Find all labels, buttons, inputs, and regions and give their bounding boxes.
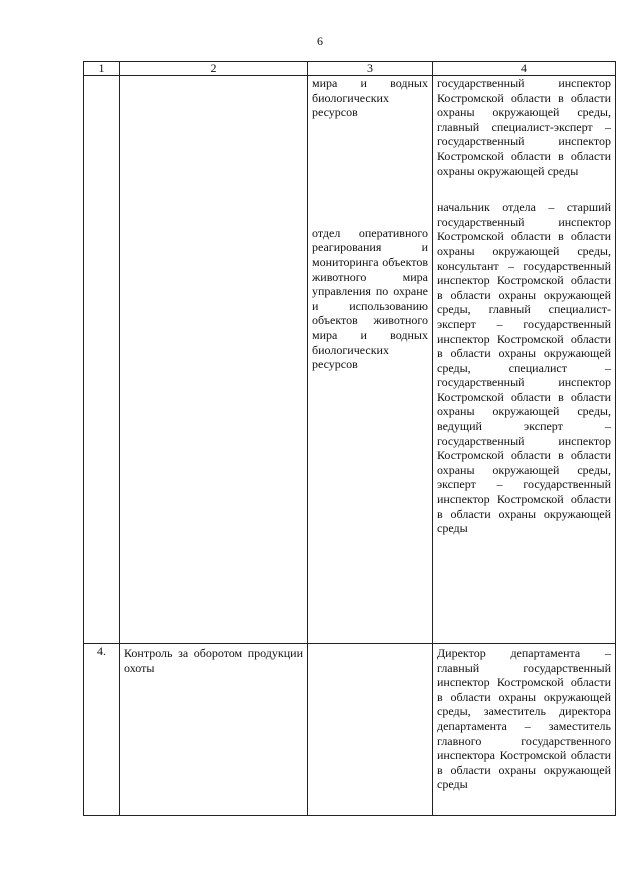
page-number: 6 bbox=[317, 34, 323, 48]
cell-officials bbox=[433, 76, 616, 644]
cell-department-empty bbox=[308, 644, 433, 816]
officials-block-2: начальник отдела – старший государственный инспектор Костромской области в области охраны окружающей среды, консультант – государственный инспектор Костромской области в области охраны окружающей среды, главный специалист-эксперт – государственный инспектор Костромской области в области охраны окружающей среды, специалист – государственный инспектор Костромской области в области охраны окружающей среды, ведущий эксперт – государственный инспектор Костромской области в области охраны окружающей среды, эксперт – государственный инспектор Костромской области в области охраны окружающей среды bbox=[437, 200, 611, 536]
cell-number-empty bbox=[84, 76, 120, 644]
table-row-continuation bbox=[84, 76, 616, 644]
cell-function-empty bbox=[120, 76, 308, 644]
header-col-3: 3 bbox=[308, 62, 433, 76]
department-block-1: мира и водных биологических ресурсов bbox=[312, 76, 428, 120]
officials-block-1: государственный инспектор Костромской области в области охраны окружающей среды, главный специалист-эксперт – государственный инспектор Костромской области в области охраны окружающей среды bbox=[437, 76, 611, 178]
spacer bbox=[312, 120, 428, 226]
department-block-2: отдел оперативного реагирования и мониторинга объектов животного мира управления по охране и использованию объектов животного мира и водных биологических ресурсов bbox=[312, 225, 428, 372]
cell-department bbox=[308, 76, 433, 644]
cell-function bbox=[120, 644, 308, 816]
row-number: 4. bbox=[84, 644, 120, 816]
cell-officials bbox=[433, 644, 616, 816]
header-col-4: 4 bbox=[433, 62, 616, 76]
officials-text: Директор департамента – главный государственный инспектор Костромской области в области охраны окружающей среды, заместитель директора департамента – заместитель главного государственного инспектора Костромской области в области охраны окружающей среды bbox=[437, 646, 611, 792]
table-row-4 bbox=[84, 644, 616, 816]
function-text: Контроль за оборотом продукции охоты bbox=[124, 646, 303, 675]
header-col-1: 1 bbox=[84, 62, 120, 76]
header-row bbox=[84, 62, 616, 76]
header-col-2: 2 bbox=[120, 62, 308, 76]
authority-table bbox=[83, 61, 616, 816]
spacer bbox=[437, 178, 611, 200]
